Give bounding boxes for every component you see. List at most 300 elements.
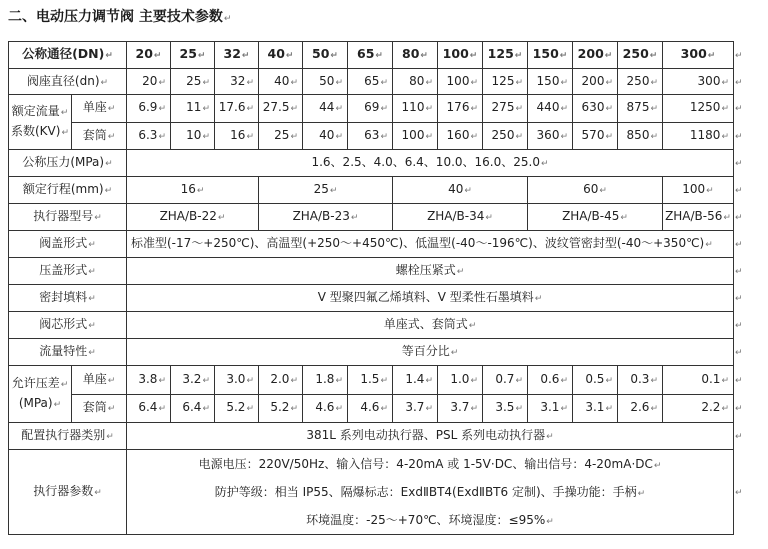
- seat-value-text: 50: [319, 73, 335, 88]
- kv-label-top: [9, 95, 72, 123]
- kv-sleeve-value-text: 570: [581, 127, 605, 142]
- paragraph-mark-icon: ↵: [721, 404, 729, 415]
- kv-sleeve-value: [483, 122, 528, 150]
- paragraph-mark-icon: ↵: [470, 404, 478, 415]
- paragraph-mark-icon: ↵: [470, 375, 478, 386]
- paragraph-mark-icon: ↵: [60, 108, 69, 118]
- dp-single-value: [663, 366, 734, 395]
- paragraph-mark-icon: ↵: [546, 432, 554, 442]
- dp-single-value-text: 0.3: [630, 371, 650, 386]
- dn-value: [483, 42, 528, 69]
- dp-label-bot: [9, 394, 72, 423]
- paragraph-mark-icon: ↵: [420, 51, 428, 61]
- paragraph-mark-icon: ↵: [735, 488, 743, 498]
- seat-value-text: 65: [364, 73, 380, 88]
- paragraph-mark-icon: ↵: [515, 77, 523, 88]
- core-label-text: 阀芯形式: [39, 317, 88, 331]
- kv-single-value: [393, 95, 438, 123]
- paragraph-mark-icon: ↵: [540, 159, 549, 169]
- row-end-mark: [734, 258, 746, 285]
- pressure-label-text: 公称压力(MPa): [22, 155, 105, 169]
- seal-label: [9, 285, 127, 312]
- config-value: [127, 423, 734, 450]
- row-end-mark: [734, 366, 746, 395]
- config-label: [9, 423, 127, 450]
- paragraph-mark-icon: ↵: [464, 186, 472, 196]
- kv-sleeve-value: [303, 122, 348, 150]
- dp-sleeve-value-text: 3.7: [450, 400, 470, 415]
- dn-value: [348, 42, 393, 69]
- table-row: [9, 69, 746, 95]
- dp-sleeve-value-text: 6.4: [138, 400, 158, 415]
- paragraph-mark-icon: ↵: [735, 321, 743, 331]
- paragraph-mark-icon: ↵: [158, 104, 166, 115]
- kv-single-value: [618, 95, 663, 123]
- paragraph-mark-icon: ↵: [605, 131, 613, 142]
- dp-sleeve-value: [528, 394, 573, 423]
- paragraph-mark-icon: ↵: [735, 240, 743, 250]
- stroke-value: [127, 177, 259, 204]
- seat-value-text: 32: [230, 73, 246, 88]
- dp-single-label-text: 单座: [82, 371, 107, 386]
- dn-value: [618, 42, 663, 69]
- seat-value: [618, 69, 663, 95]
- seat-value: [573, 69, 618, 95]
- paragraph-mark-icon: ↵: [158, 131, 166, 142]
- dp-single-value: [215, 366, 259, 395]
- paragraph-mark-icon: ↵: [546, 517, 554, 527]
- paragraph-mark-icon: ↵: [723, 213, 731, 223]
- seat-value-text: 250: [626, 73, 650, 88]
- paragraph-mark-icon: ↵: [599, 186, 607, 196]
- dn-value-text: 150: [532, 46, 559, 61]
- paragraph-mark-icon: ↵: [735, 104, 743, 115]
- gland-label: [9, 258, 127, 285]
- paragraph-mark-icon: ↵: [88, 240, 96, 250]
- pressure-value: [127, 150, 734, 177]
- seat-value-text: 80: [409, 73, 425, 88]
- paragraph-mark-icon: ↵: [735, 186, 743, 196]
- paragraph-mark-icon: ↵: [515, 131, 523, 142]
- table-row: [9, 150, 746, 177]
- params-value: [127, 450, 734, 535]
- paragraph-mark-icon: ↵: [217, 213, 226, 223]
- dp-sleeve-value: [483, 394, 528, 423]
- paragraph-mark-icon: ↵: [104, 186, 113, 196]
- dp-single-value-text: 0.7: [495, 371, 515, 386]
- kv-label-bot-text: 系数(KV): [11, 124, 61, 138]
- dn-value-text: 300: [680, 46, 707, 61]
- paragraph-mark-icon: ↵: [61, 128, 69, 138]
- kv-single-value: [259, 95, 303, 123]
- flow-value-text: 等百分比: [401, 344, 450, 358]
- dp-single-value-text: 0.1: [701, 371, 721, 386]
- paragraph-mark-icon: ↵: [735, 51, 743, 61]
- paragraph-mark-icon: ↵: [721, 375, 729, 386]
- kv-single-value-text: 44: [319, 100, 335, 115]
- table-row: [9, 285, 746, 312]
- paragraph-mark-icon: ↵: [290, 131, 298, 142]
- kv-single-value-text: 875: [626, 100, 650, 115]
- dp-single-value-text: 1.8: [315, 371, 335, 386]
- pressure-value-text: 1.6、2.5、4.0、6.4、10.0、16.0、25.0: [311, 155, 540, 169]
- seat-value: [348, 69, 393, 95]
- paragraph-mark-icon: ↵: [329, 186, 338, 196]
- kv-sleeve-value-text: 160: [446, 127, 470, 142]
- stroke-value-text: 25: [313, 182, 329, 196]
- paragraph-mark-icon: ↵: [202, 375, 210, 386]
- flow-value: [127, 339, 734, 366]
- stroke-value: [528, 177, 663, 204]
- actuator-value-text: ZHA/B-23: [292, 209, 350, 223]
- paragraph-mark-icon: ↵: [202, 404, 210, 415]
- row-end-mark: [734, 394, 746, 423]
- paragraph-mark-icon: ↵: [534, 294, 543, 304]
- paragraph-mark-icon: ↵: [375, 51, 383, 61]
- kv-sleeve-value-text: 1180: [689, 127, 721, 142]
- sleeve-label: [72, 122, 127, 150]
- seal-value-text: V 型聚四氟乙烯填料、V 型柔性石墨填料: [317, 290, 534, 304]
- paragraph-mark-icon: ↵: [560, 404, 568, 415]
- kv-sleeve-value-text: 100: [401, 127, 425, 142]
- kv-single-value-text: 110: [401, 100, 425, 115]
- paragraph-mark-icon: ↵: [350, 213, 359, 223]
- paragraph-mark-icon: ↵: [241, 51, 250, 61]
- seat-value: [438, 69, 483, 95]
- paragraph-mark-icon: ↵: [380, 375, 388, 386]
- stroke-value-text: 100: [682, 182, 706, 196]
- seat-label-text: 阀座直径(dn): [26, 73, 100, 88]
- paragraph-mark-icon: ↵: [330, 51, 338, 61]
- bonnet-value-text: 标准型(-17～+250℃)、高温型(+250～+450℃)、低温型(-40～-196℃)、波纹管密封型(-40～+350℃): [131, 236, 705, 250]
- paragraph-mark-icon: ↵: [604, 51, 613, 61]
- actuator-value-text: ZHA/B-56: [665, 209, 723, 223]
- paragraph-mark-icon: ↵: [107, 131, 116, 142]
- dn-value-text: 20: [135, 46, 153, 61]
- row-end-mark: [734, 42, 746, 69]
- stroke-value-text: 60: [583, 182, 599, 196]
- actuator-value: [259, 204, 393, 231]
- dn-value-text: 250: [622, 46, 649, 61]
- stroke-label: [9, 177, 127, 204]
- dp-sleeve-value: [348, 394, 393, 423]
- dn-value-text: 125: [487, 46, 514, 61]
- kv-sleeve-value-text: 10: [186, 127, 202, 142]
- paragraph-mark-icon: ↵: [560, 104, 568, 115]
- dn-value: [215, 42, 259, 69]
- table-row: [9, 450, 746, 535]
- paragraph-mark-icon: ↵: [653, 461, 662, 471]
- actuator-value-text: ZHA/B-34: [427, 209, 485, 223]
- actuator-label-text: 执行器型号: [33, 209, 94, 223]
- paragraph-mark-icon: ↵: [246, 131, 254, 142]
- params-label-text: 执行器参数: [33, 484, 94, 498]
- flow-label-text: 流量特性: [39, 344, 88, 358]
- dp-sleeve-value-text: 6.4: [182, 400, 202, 415]
- kv-sleeve-value: [663, 122, 734, 150]
- dp-sleeve-value-text: 5.2: [226, 400, 246, 415]
- paragraph-mark-icon: ↵: [88, 321, 96, 331]
- dp-sleeve-value-text: 4.6: [360, 400, 380, 415]
- paragraph-mark-icon: ↵: [246, 77, 254, 88]
- kv-single-value-text: 11: [186, 100, 202, 115]
- paragraph-mark-icon: ↵: [60, 380, 69, 390]
- dp-single-value: [303, 366, 348, 395]
- seat-value-text: 100: [446, 73, 470, 88]
- dp-sleeve-value: [171, 394, 215, 423]
- stroke-label-text: 额定行程(mm): [22, 182, 104, 196]
- paragraph-mark-icon: ↵: [468, 321, 477, 331]
- seat-value: [393, 69, 438, 95]
- paragraph-mark-icon: ↵: [560, 131, 568, 142]
- dn-value: [171, 42, 215, 69]
- dp-single-value: [171, 366, 215, 395]
- paragraph-mark-icon: ↵: [470, 104, 478, 115]
- dp-single-value: [618, 366, 663, 395]
- paragraph-mark-icon: ↵: [650, 404, 658, 415]
- row-end-mark: [734, 204, 746, 231]
- pressure-label: [9, 150, 127, 177]
- dp-single-value-text: 0.5: [585, 371, 605, 386]
- paragraph-mark-icon: ↵: [158, 77, 166, 88]
- kv-sleeve-value-text: 63: [364, 127, 380, 142]
- dn-value: [303, 42, 348, 69]
- paragraph-mark-icon: ↵: [559, 51, 568, 61]
- paragraph-mark-icon: ↵: [735, 348, 743, 358]
- paragraph-mark-icon: ↵: [158, 375, 166, 386]
- seat-value-text: 125: [491, 73, 515, 88]
- dp-single-value-text: 3.0: [226, 371, 246, 386]
- paragraph-mark-icon: ↵: [380, 404, 388, 415]
- dp-sleeve-value-text: 3.1: [540, 400, 560, 415]
- gland-value-text: 螺栓压紧式: [395, 263, 456, 277]
- paragraph-mark-icon: ↵: [650, 131, 658, 142]
- dp-sleeve-value: [393, 394, 438, 423]
- seat-value-text: 300: [697, 73, 721, 88]
- dn-value: [663, 42, 734, 69]
- paragraph-mark-icon: ↵: [469, 51, 478, 61]
- paragraph-mark-icon: ↵: [485, 213, 493, 223]
- paragraph-mark-icon: ↵: [650, 104, 658, 115]
- paragraph-mark-icon: ↵: [246, 404, 254, 415]
- dp-single-value-text: 1.5: [360, 371, 380, 386]
- dp-sleeve-value-text: 3.5: [495, 400, 515, 415]
- params-label: [9, 450, 127, 535]
- row-end-mark: [734, 285, 746, 312]
- paragraph-mark-icon: ↵: [735, 432, 743, 442]
- dp-sleeve-value: [127, 394, 171, 423]
- actuator-label: [9, 204, 127, 231]
- table-row: [9, 423, 746, 450]
- flow-label: [9, 339, 127, 366]
- stroke-value: [259, 177, 393, 204]
- dn-value-text: 80: [402, 46, 420, 61]
- dp-sleeve-value: [618, 394, 663, 423]
- actuator-value-text: ZHA/B-45: [562, 209, 620, 223]
- actuator-value: [528, 204, 663, 231]
- paragraph-mark-icon: ↵: [335, 375, 343, 386]
- paragraph-mark-icon: ↵: [425, 104, 433, 115]
- dp-sleeve-label: [72, 394, 127, 423]
- paragraph-mark-icon: ↵: [605, 375, 613, 386]
- paragraph-mark-icon: ↵: [514, 51, 523, 61]
- paragraph-mark-icon: ↵: [335, 104, 343, 115]
- dp-single-value-text: 1.0: [450, 371, 470, 386]
- params-line-text: 防护等级：相当 IP55、隔爆标志：ExdⅡBT4(ExdⅡBT6 定制)、手操功能：手柄: [214, 485, 637, 499]
- actuator-value: [663, 204, 734, 231]
- dp-sleeve-value: [663, 394, 734, 423]
- dp-single-value: [438, 366, 483, 395]
- dn-value-text: 25: [179, 46, 197, 61]
- seat-value: [127, 69, 171, 95]
- paragraph-mark-icon: ↵: [202, 77, 210, 88]
- bonnet-label-text: 阀盖形式: [39, 236, 88, 250]
- paragraph-mark-icon: ↵: [470, 131, 478, 142]
- kv-sleeve-value: [127, 122, 171, 150]
- paragraph-mark-icon: ↵: [246, 104, 254, 115]
- seat-label: [9, 69, 127, 95]
- title-prefix: 二、电动压力调节阀: [8, 9, 134, 25]
- seat-value-text: 150: [536, 73, 560, 88]
- kv-single-value: [215, 95, 259, 123]
- seat-value-text: 40: [274, 73, 290, 88]
- dp-single-value: [127, 366, 171, 395]
- paragraph-mark-icon: ↵: [515, 375, 523, 386]
- kv-sleeve-value: [259, 122, 303, 150]
- paragraph-mark-icon: ↵: [735, 375, 743, 386]
- stroke-value: [663, 177, 734, 204]
- gland-label-text: 压盖形式: [39, 263, 88, 277]
- paragraph-mark-icon: ↵: [290, 375, 298, 386]
- paragraph-mark-icon: ↵: [721, 77, 729, 88]
- paragraph-mark-icon: ↵: [515, 404, 523, 415]
- params-line-text: 电源电压：220V/50Hz、输入信号：4-20mA 或 1-5V·DC、输出信号：4-20mA·DC: [198, 457, 653, 471]
- paragraph-mark-icon: ↵: [721, 104, 729, 115]
- paragraph-mark-icon: ↵: [605, 404, 613, 415]
- kv-sleeve-value: [438, 122, 483, 150]
- paragraph-mark-icon: ↵: [380, 131, 388, 142]
- paragraph-mark-icon: ↵: [290, 77, 298, 88]
- row-end-mark: [734, 339, 746, 366]
- paragraph-mark-icon: ↵: [735, 294, 743, 304]
- paragraph-mark-icon: ↵: [196, 186, 205, 196]
- params-line: [129, 478, 731, 506]
- kv-sleeve-value-text: 6.3: [138, 127, 158, 142]
- kv-sleeve-value: [618, 122, 663, 150]
- dn-value-text: 65: [357, 46, 375, 61]
- dp-single-value: [573, 366, 618, 395]
- section-title: [8, 6, 231, 26]
- paragraph-mark-icon: ↵: [735, 213, 743, 223]
- table-row: [9, 312, 746, 339]
- seat-value: [663, 69, 734, 95]
- dn-value: [127, 42, 171, 69]
- paragraph-mark-icon: ↵: [425, 375, 433, 386]
- paragraph-mark-icon: ↵: [650, 77, 658, 88]
- row-end-mark: [734, 150, 746, 177]
- kv-sleeve-value: [348, 122, 393, 150]
- dp-sleeve-label-text: 套筒: [82, 400, 107, 415]
- paragraph-mark-icon: ↵: [88, 294, 96, 304]
- sleeve-label-text: 套筒: [82, 127, 107, 142]
- dn-value-text: 200: [577, 46, 604, 61]
- row-end-mark: [734, 312, 746, 339]
- paragraph-mark-icon: ↵: [107, 404, 116, 415]
- paragraph-mark-icon: ↵: [735, 131, 743, 142]
- actuator-value-text: ZHA/B-22: [159, 209, 217, 223]
- dp-sleeve-value: [573, 394, 618, 423]
- stroke-value-text: 40: [448, 182, 464, 196]
- paragraph-mark-icon: ↵: [456, 267, 465, 277]
- paragraph-mark-icon: ↵: [735, 267, 743, 277]
- dp-sleeve-value-text: 4.6: [315, 400, 335, 415]
- seat-value: [259, 69, 303, 95]
- kv-single-value-text: 176: [446, 100, 470, 115]
- table-row: [9, 42, 746, 69]
- actuator-value: [127, 204, 259, 231]
- kv-sleeve-value: [171, 122, 215, 150]
- kv-sleeve-value: [215, 122, 259, 150]
- row-end-mark: [734, 423, 746, 450]
- paragraph-mark-icon: ↵: [106, 432, 114, 442]
- paragraph-mark-icon: ↵: [721, 131, 729, 142]
- dn-value-text: 40: [267, 46, 285, 61]
- seat-value: [215, 69, 259, 95]
- dn-label: [9, 42, 127, 69]
- kv-label-top-text: 额定流量: [11, 104, 60, 118]
- paragraph-mark-icon: ↵: [605, 104, 613, 115]
- config-value-text: 381L 系列电动执行器、PSL 系列电动执行器: [306, 428, 546, 442]
- paragraph-mark-icon: ↵: [107, 104, 116, 115]
- row-end-mark: [734, 231, 746, 258]
- kv-single-value: [348, 95, 393, 123]
- seat-value-text: 200: [581, 73, 605, 88]
- paragraph-mark-icon: ↵: [515, 104, 523, 115]
- kv-sleeve-value: [393, 122, 438, 150]
- seat-value: [303, 69, 348, 95]
- dn-label-text: 公称通径(DN): [22, 46, 105, 61]
- row-end-mark: [734, 177, 746, 204]
- paragraph-mark-icon: ↵: [649, 51, 658, 61]
- kv-single-value: [438, 95, 483, 123]
- paragraph-mark-icon: ↵: [335, 404, 343, 415]
- paragraph-mark-icon: ↵: [88, 267, 96, 277]
- dp-sleeve-value-text: 2.2: [701, 400, 721, 415]
- dp-single-value: [483, 366, 528, 395]
- dn-value-text: 50: [312, 46, 330, 61]
- paragraph-mark-icon: ↵: [707, 51, 716, 61]
- paragraph-mark-icon: ↵: [53, 400, 62, 410]
- core-label: [9, 312, 127, 339]
- dn-value: [259, 42, 303, 69]
- dp-single-value-text: 3.2: [182, 371, 202, 386]
- paragraph-mark-icon: ↵: [380, 77, 388, 88]
- paragraph-mark-icon: ↵: [290, 104, 298, 115]
- row-end-mark: [734, 450, 746, 535]
- dp-single-value-text: 1.4: [405, 371, 425, 386]
- dn-value-text: 32: [223, 46, 241, 61]
- kv-single-value-text: 275: [491, 100, 515, 115]
- seat-value-text: 25: [186, 73, 202, 88]
- table-row: [9, 95, 746, 123]
- kv-sleeve-value: [573, 122, 618, 150]
- dp-label-top-text: 允许压差: [11, 376, 60, 390]
- kv-single-value-text: 630: [581, 100, 605, 115]
- paragraph-mark-icon: ↵: [735, 159, 743, 169]
- dp-label-bot-text: (MPa): [18, 396, 53, 410]
- row-end-mark: [734, 69, 746, 95]
- paragraph-mark-icon: ↵: [560, 375, 568, 386]
